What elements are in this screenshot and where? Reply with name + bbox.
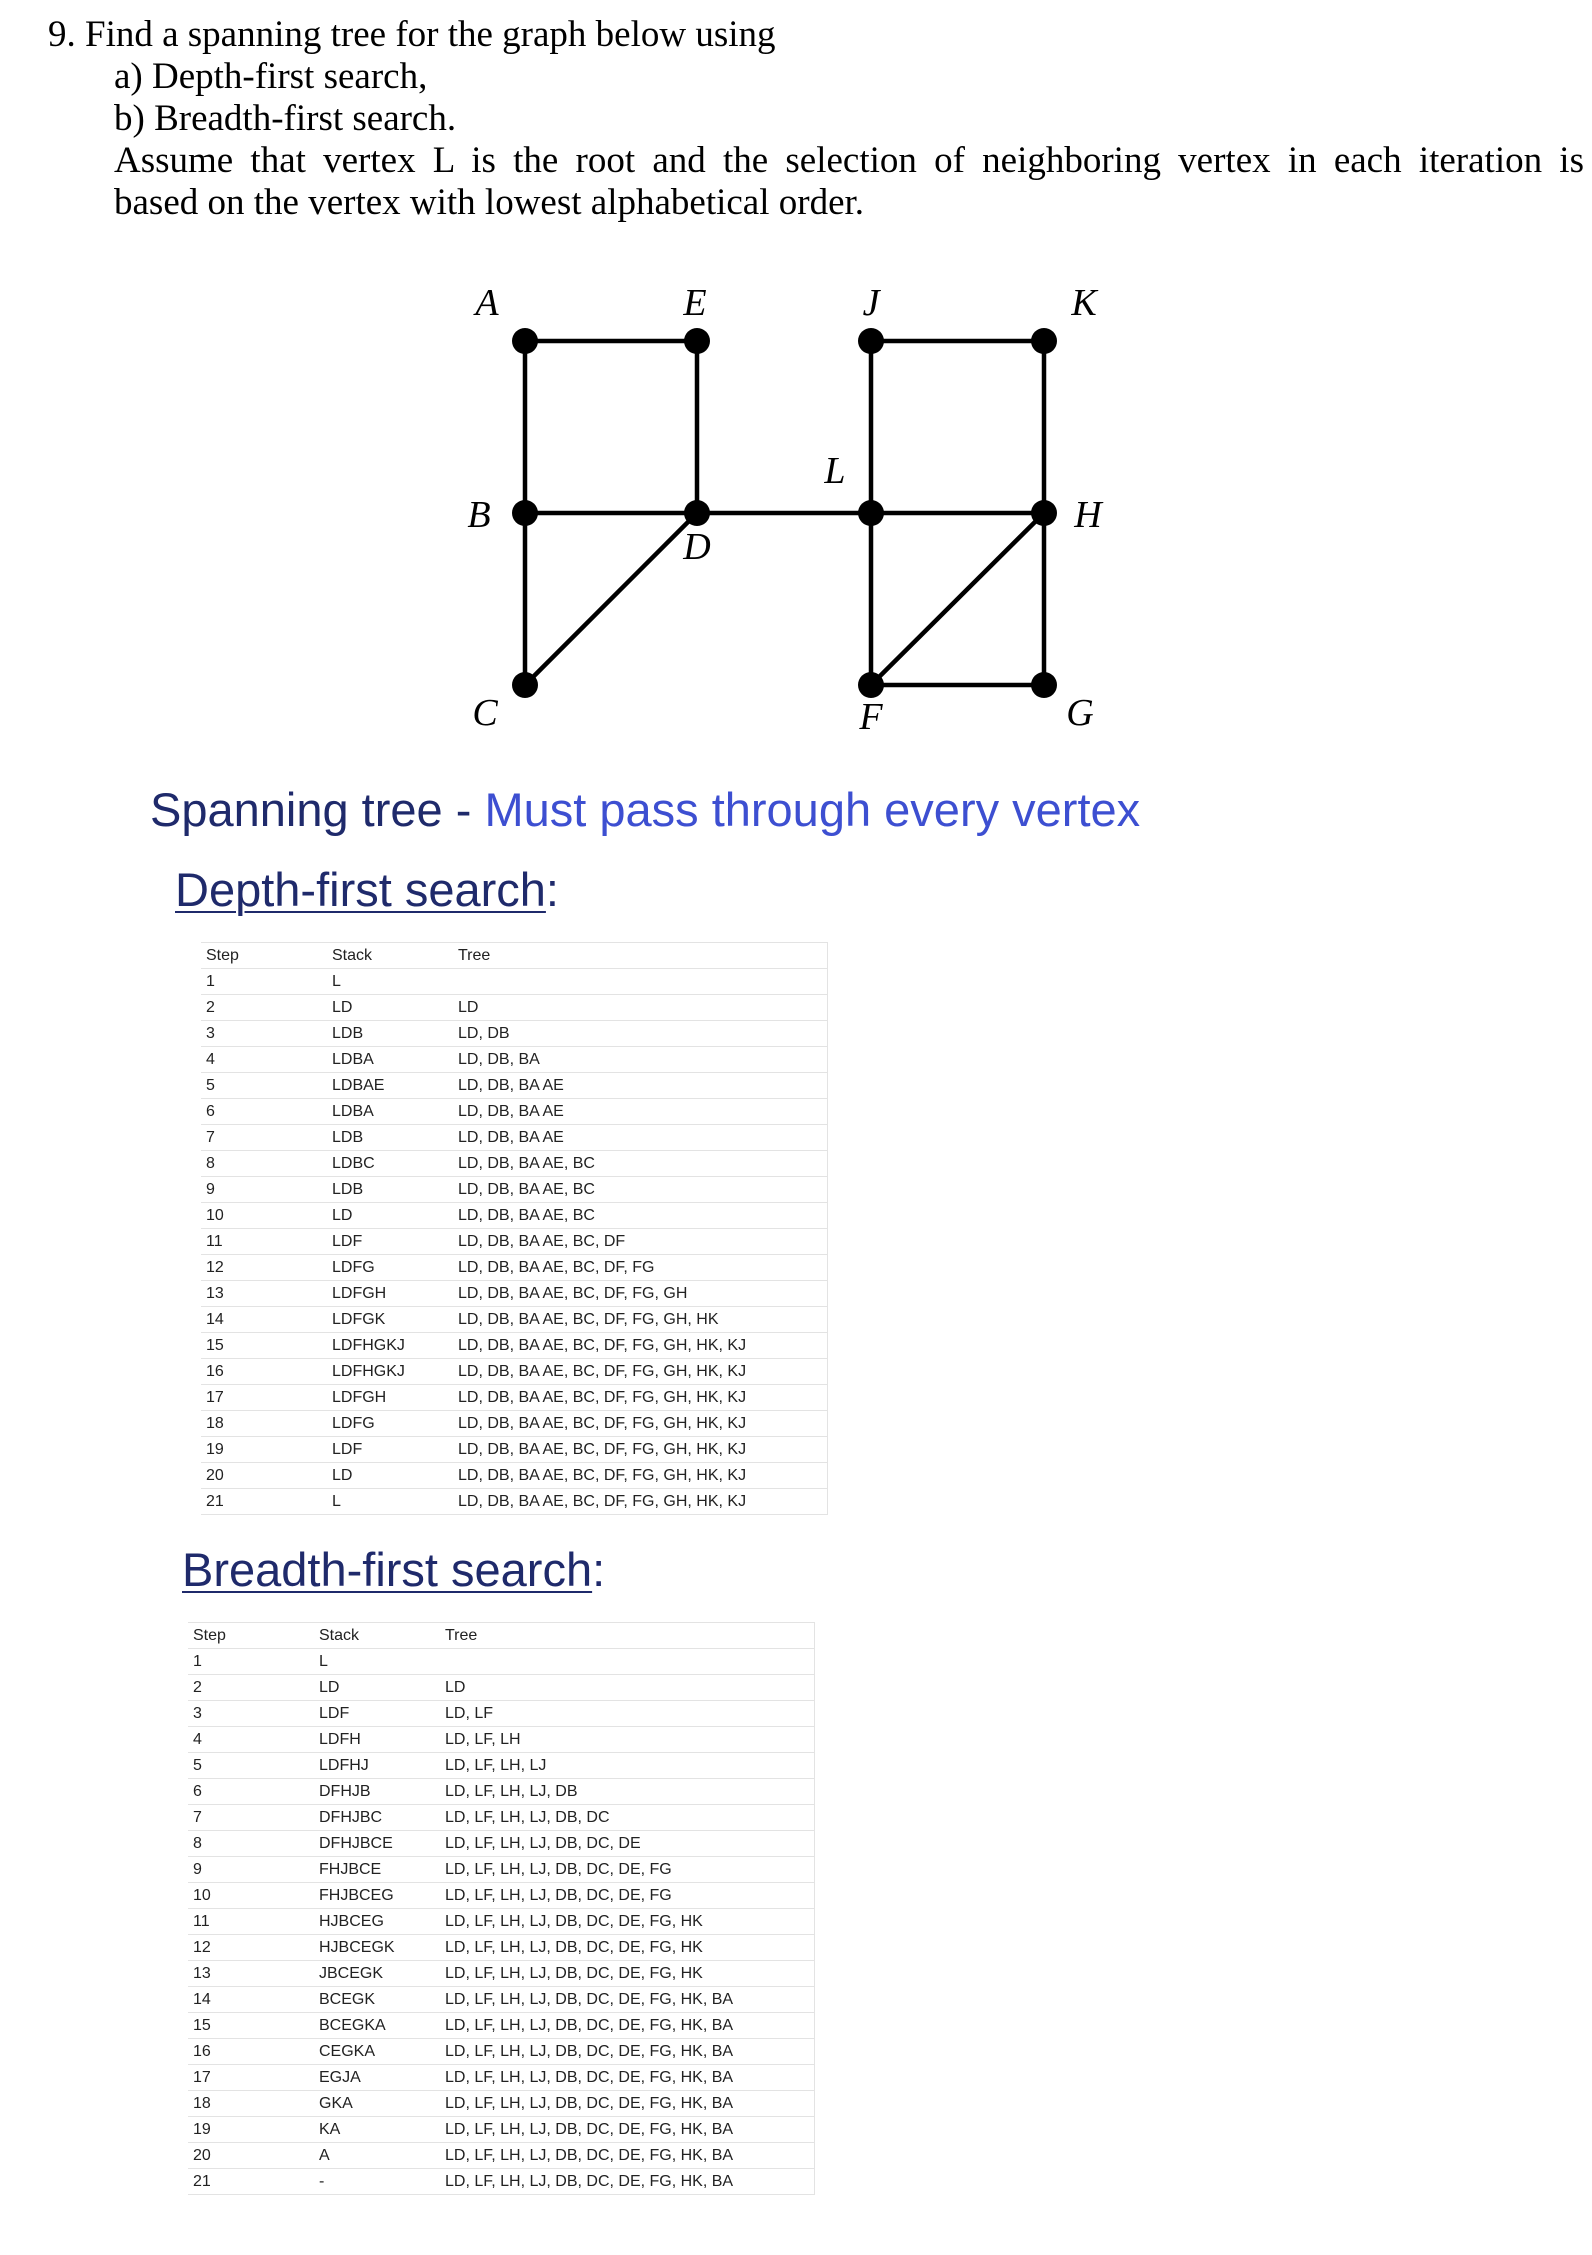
dfs-row	[201, 1359, 827, 1385]
dfs-cell-step: 9	[201, 1177, 327, 1203]
bfs-cell-tree: LD, LF, LH, LJ, DB	[440, 1779, 814, 1805]
dfs-row	[201, 1177, 827, 1203]
problem-assumption-line-2: based on the vertex with lowest alphabetical order.	[114, 182, 865, 223]
bfs-row	[188, 1805, 814, 1831]
bfs-row	[188, 1649, 814, 1675]
dfs-cell-step: 14	[201, 1307, 327, 1333]
bfs-row	[188, 1701, 814, 1727]
dfs-cell-stack: LDBA	[327, 1099, 453, 1125]
dfs-heading-colon: :	[545, 863, 559, 916]
dfs-cell-step: 11	[201, 1229, 327, 1255]
bfs-cell-step: 12	[188, 1935, 314, 1961]
bfs-row	[188, 1753, 814, 1779]
dfs-cell-step: 15	[201, 1333, 327, 1359]
dfs-cell-step: 3	[201, 1021, 327, 1047]
bfs-table	[188, 1622, 815, 2195]
bfs-cell-stack: EGJA	[314, 2065, 440, 2091]
graph-vertex-a	[512, 328, 538, 354]
dfs-cell-tree: LD, DB, BA AE, BC, DF, FG, GH, HK	[453, 1307, 827, 1333]
dfs-cell-step: 6	[201, 1099, 327, 1125]
bfs-cell-stack: LD	[314, 1675, 440, 1701]
bfs-cell-stack: DFHJBCE	[314, 1831, 440, 1857]
dfs-cell-tree: LD, DB, BA AE, BC, DF, FG, GH, HK, KJ	[453, 1463, 827, 1489]
bfs-row	[188, 2143, 814, 2169]
dfs-cell-stack: L	[327, 969, 453, 995]
bfs-cell-stack: KA	[314, 2117, 440, 2143]
dfs-row	[201, 969, 827, 995]
bfs-cell-tree: LD, LF, LH, LJ, DB, DC, DE, FG, HK, BA	[440, 1987, 814, 2013]
dfs-cell-tree: LD, DB, BA AE, BC, DF	[453, 1229, 827, 1255]
bfs-cell-tree: LD, LF	[440, 1701, 814, 1727]
bfs-cell-tree: LD, LF, LH, LJ, DB, DC, DE, FG, HK, BA	[440, 2039, 814, 2065]
dfs-cell-stack: LDFHGKJ	[327, 1333, 453, 1359]
bfs-cell-tree: LD, LF, LH	[440, 1727, 814, 1753]
dfs-cell-tree: LD, DB, BA AE, BC	[453, 1203, 827, 1229]
bfs-row	[188, 1675, 814, 1701]
dfs-cell-step: 7	[201, 1125, 327, 1151]
dfs-cell-tree: LD, DB, BA AE	[453, 1099, 827, 1125]
dfs-cell-tree: LD, DB, BA AE, BC	[453, 1177, 827, 1203]
problem-part-a: a) Depth-first search,	[114, 56, 428, 97]
bfs-cell-stack: LDFH	[314, 1727, 440, 1753]
bfs-row	[188, 1883, 814, 1909]
bfs-row	[188, 1857, 814, 1883]
dfs-cell-stack: LDFG	[327, 1255, 453, 1281]
dfs-cell-tree: LD	[453, 995, 827, 1021]
bfs-cell-stack: DFHJBC	[314, 1805, 440, 1831]
dfs-cell-stack: LDFHGKJ	[327, 1359, 453, 1385]
dfs-cell-tree: LD, DB, BA AE, BC, DF, FG, GH, HK, KJ	[453, 1411, 827, 1437]
bfs-cell-tree: LD, LF, LH, LJ, DB, DC, DE, FG, HK	[440, 1935, 814, 1961]
bfs-cell-stack: DFHJB	[314, 1779, 440, 1805]
bfs-row	[188, 2013, 814, 2039]
dfs-cell-step: 5	[201, 1073, 327, 1099]
graph-vertex-e	[684, 328, 710, 354]
dfs-cell-step: 19	[201, 1437, 327, 1463]
bfs-cell-stack: CEGKA	[314, 2039, 440, 2065]
dfs-cell-step: 10	[201, 1203, 327, 1229]
bfs-cell-step: 15	[188, 2013, 314, 2039]
problem-number: 9.	[48, 14, 76, 55]
dfs-cell-step: 16	[201, 1359, 327, 1385]
dfs-row	[201, 1463, 827, 1489]
graph-vertex-b	[512, 500, 538, 526]
bfs-row	[188, 1987, 814, 2013]
dfs-row	[201, 1437, 827, 1463]
bfs-cell-tree: LD, LF, LH, LJ, DB, DC, DE, FG, HK, BA	[440, 2091, 814, 2117]
dfs-row	[201, 1255, 827, 1281]
bfs-heading	[182, 1542, 605, 1597]
graph-edge-fh	[871, 513, 1044, 685]
dfs-cell-stack: LDBC	[327, 1151, 453, 1177]
bfs-cell-step: 6	[188, 1779, 314, 1805]
bfs-cell-step: 9	[188, 1857, 314, 1883]
bfs-cell-tree: LD, LF, LH, LJ, DB, DC	[440, 1805, 814, 1831]
bfs-cell-stack: HJBCEGK	[314, 1935, 440, 1961]
dfs-cell-stack: LDB	[327, 1125, 453, 1151]
bfs-cell-tree: LD, LF, LH, LJ, DB, DC, DE, FG, HK, BA	[440, 2117, 814, 2143]
vertex-label-a: A	[475, 282, 499, 324]
bfs-cell-step: 11	[188, 1909, 314, 1935]
dfs-row	[201, 1411, 827, 1437]
bfs-row	[188, 1935, 814, 1961]
dfs-cell-tree: LD, DB, BA AE	[453, 1073, 827, 1099]
dfs-row	[201, 1021, 827, 1047]
bfs-cell-tree	[440, 1649, 814, 1675]
dfs-cell-tree: LD, DB, BA	[453, 1047, 827, 1073]
vertex-label-c: C	[472, 692, 498, 734]
dfs-row	[201, 995, 827, 1021]
bfs-header-tree: Tree	[440, 1623, 814, 1649]
graph-vertex-k	[1031, 328, 1057, 354]
spanning-tree-heading	[150, 782, 1140, 837]
dfs-cell-step: 2	[201, 995, 327, 1021]
bfs-row	[188, 2091, 814, 2117]
dfs-row	[201, 1281, 827, 1307]
dfs-cell-tree	[453, 969, 827, 995]
dfs-cell-step: 12	[201, 1255, 327, 1281]
bfs-cell-step: 16	[188, 2039, 314, 2065]
bfs-cell-step: 3	[188, 1701, 314, 1727]
bfs-row	[188, 1961, 814, 1987]
graph-vertex-l	[858, 500, 884, 526]
dfs-heading	[175, 862, 559, 917]
bfs-cell-step: 21	[188, 2169, 314, 2195]
dfs-row	[201, 1333, 827, 1359]
vertex-label-f: F	[859, 696, 883, 738]
bfs-cell-stack: LDF	[314, 1701, 440, 1727]
dfs-cell-tree: LD, DB, BA AE	[453, 1125, 827, 1151]
vertex-label-d: D	[683, 526, 711, 568]
dfs-cell-stack: LDFGH	[327, 1385, 453, 1411]
bfs-row	[188, 2065, 814, 2091]
bfs-cell-tree: LD, LF, LH, LJ, DB, DC, DE, FG	[440, 1883, 814, 1909]
bfs-cell-tree: LD, LF, LH, LJ, DB, DC, DE, FG, HK, BA	[440, 2169, 814, 2195]
dfs-cell-stack: LDFG	[327, 1411, 453, 1437]
dfs-cell-stack: LDB	[327, 1177, 453, 1203]
bfs-heading-text: Breadth-first search	[182, 1543, 593, 1596]
dfs-cell-step: 13	[201, 1281, 327, 1307]
bfs-cell-step: 18	[188, 2091, 314, 2117]
dfs-cell-stack: LDFGK	[327, 1307, 453, 1333]
dfs-cell-tree: LD, DB	[453, 1021, 827, 1047]
bfs-cell-stack: BCEGK	[314, 1987, 440, 2013]
dfs-cell-step: 21	[201, 1489, 327, 1515]
bfs-row	[188, 1909, 814, 1935]
dfs-cell-stack: LD	[327, 995, 453, 1021]
dfs-cell-stack: LDF	[327, 1229, 453, 1255]
bfs-row	[188, 2169, 814, 2195]
graph-vertex-g	[1031, 672, 1057, 698]
bfs-cell-tree: LD, LF, LH, LJ, DB, DC, DE	[440, 1831, 814, 1857]
bfs-cell-stack: BCEGKA	[314, 2013, 440, 2039]
bfs-cell-stack: A	[314, 2143, 440, 2169]
dfs-cell-tree: LD, DB, BA AE, BC, DF, FG, GH, HK, KJ	[453, 1489, 827, 1515]
bfs-cell-tree: LD	[440, 1675, 814, 1701]
dfs-cell-stack: LD	[327, 1463, 453, 1489]
bfs-row	[188, 1727, 814, 1753]
bfs-cell-stack: JBCEGK	[314, 1961, 440, 1987]
bfs-cell-step: 17	[188, 2065, 314, 2091]
bfs-header-stack: Stack	[314, 1623, 440, 1649]
vertex-label-l: L	[824, 450, 846, 492]
dfs-header-row	[201, 943, 827, 969]
dfs-cell-step: 1	[201, 969, 327, 995]
bfs-cell-tree: LD, LF, LH, LJ, DB, DC, DE, FG, HK	[440, 1961, 814, 1987]
dfs-heading-text: Depth-first search	[175, 863, 546, 916]
dfs-cell-tree: LD, DB, BA AE, BC	[453, 1151, 827, 1177]
dfs-cell-tree: LD, DB, BA AE, BC, DF, FG, GH, HK, KJ	[453, 1333, 827, 1359]
bfs-header-step: Step	[188, 1623, 314, 1649]
bfs-cell-stack: GKA	[314, 2091, 440, 2117]
dfs-cell-stack: LD	[327, 1203, 453, 1229]
bfs-cell-step: 4	[188, 1727, 314, 1753]
bfs-cell-tree: LD, LF, LH, LJ, DB, DC, DE, FG, HK	[440, 1909, 814, 1935]
bfs-row	[188, 1831, 814, 1857]
bfs-cell-step: 14	[188, 1987, 314, 2013]
dfs-cell-step: 4	[201, 1047, 327, 1073]
dfs-row	[201, 1099, 827, 1125]
bfs-table-body	[188, 1623, 814, 2195]
bfs-row	[188, 2117, 814, 2143]
dfs-header-stack: Stack	[327, 943, 453, 969]
bfs-cell-step: 2	[188, 1675, 314, 1701]
vertex-label-k: K	[1071, 282, 1097, 324]
dfs-cell-stack: LDBAE	[327, 1073, 453, 1099]
dfs-row	[201, 1489, 827, 1515]
dfs-row	[201, 1125, 827, 1151]
dfs-row	[201, 1307, 827, 1333]
vertex-label-e: E	[683, 282, 707, 324]
dfs-table	[201, 942, 828, 1515]
dfs-cell-stack: LDF	[327, 1437, 453, 1463]
bfs-cell-step: 20	[188, 2143, 314, 2169]
bfs-cell-tree: LD, LF, LH, LJ, DB, DC, DE, FG, HK, BA	[440, 2143, 814, 2169]
dfs-row	[201, 1385, 827, 1411]
dfs-row	[201, 1151, 827, 1177]
bfs-cell-step: 1	[188, 1649, 314, 1675]
graph-vertex-labels	[467, 282, 1104, 738]
problem-intro: Find a spanning tree for the graph below using	[85, 14, 776, 55]
bfs-cell-stack: FHJBCEG	[314, 1883, 440, 1909]
graph-diagram	[0, 0, 1592, 760]
bfs-heading-colon: :	[592, 1543, 606, 1596]
dfs-cell-stack: L	[327, 1489, 453, 1515]
bfs-cell-step: 10	[188, 1883, 314, 1909]
bfs-cell-step: 5	[188, 1753, 314, 1779]
bfs-cell-stack: FHJBCE	[314, 1857, 440, 1883]
graph-vertex-c	[512, 672, 538, 698]
bfs-cell-tree: LD, LF, LH, LJ, DB, DC, DE, FG, HK, BA	[440, 2065, 814, 2091]
bfs-row	[188, 1779, 814, 1805]
bfs-cell-step: 19	[188, 2117, 314, 2143]
dfs-header-step: Step	[201, 943, 327, 969]
vertex-label-h: H	[1074, 494, 1102, 536]
dfs-cell-tree: LD, DB, BA AE, BC, DF, FG	[453, 1255, 827, 1281]
dfs-row	[201, 1203, 827, 1229]
graph-edge-cd	[525, 513, 697, 685]
graph-vertex-h	[1031, 500, 1057, 526]
dfs-header-tree: Tree	[453, 943, 827, 969]
bfs-row	[188, 2039, 814, 2065]
bfs-header-row	[188, 1623, 814, 1649]
dfs-cell-tree: LD, DB, BA AE, BC, DF, FG, GH, HK, KJ	[453, 1385, 827, 1411]
dfs-cell-tree: LD, DB, BA AE, BC, DF, FG, GH, HK, KJ	[453, 1359, 827, 1385]
dfs-cell-step: 18	[201, 1411, 327, 1437]
dfs-cell-step: 8	[201, 1151, 327, 1177]
bfs-cell-tree: LD, LF, LH, LJ, DB, DC, DE, FG, HK, BA	[440, 2013, 814, 2039]
dfs-row	[201, 1047, 827, 1073]
dfs-table-body	[201, 943, 827, 1515]
dfs-cell-stack: LDFGH	[327, 1281, 453, 1307]
dfs-cell-tree: LD, DB, BA AE, BC, DF, FG, GH	[453, 1281, 827, 1307]
spanning-tree-subtitle: Must pass through every vertex	[484, 783, 1141, 836]
dfs-cell-step: 20	[201, 1463, 327, 1489]
bfs-cell-stack: LDFHJ	[314, 1753, 440, 1779]
dfs-cell-stack: LDBA	[327, 1047, 453, 1073]
dfs-row	[201, 1229, 827, 1255]
problem-assumption-line-1: Assume that vertex L is the root and the selection of neighboring vertex in each iteration is	[114, 140, 1584, 181]
vertex-label-g: G	[1066, 692, 1094, 734]
dfs-cell-tree: LD, DB, BA AE, BC, DF, FG, GH, HK, KJ	[453, 1437, 827, 1463]
graph-vertex-f	[858, 672, 884, 698]
bfs-cell-step: 13	[188, 1961, 314, 1987]
graph-edges	[525, 341, 1044, 685]
vertex-label-j: J	[862, 282, 880, 324]
vertex-label-b: B	[467, 494, 491, 536]
bfs-cell-step: 8	[188, 1831, 314, 1857]
bfs-cell-step: 7	[188, 1805, 314, 1831]
bfs-cell-stack: L	[314, 1649, 440, 1675]
bfs-cell-tree: LD, LF, LH, LJ	[440, 1753, 814, 1779]
graph-vertex-j	[858, 328, 884, 354]
problem-part-b: b) Breadth-first search.	[114, 98, 457, 139]
spanning-tree-title: Spanning tree -	[150, 783, 472, 836]
bfs-cell-tree: LD, LF, LH, LJ, DB, DC, DE, FG	[440, 1857, 814, 1883]
bfs-cell-stack: HJBCEG	[314, 1909, 440, 1935]
dfs-cell-stack: LDB	[327, 1021, 453, 1047]
dfs-row	[201, 1073, 827, 1099]
graph-vertex-d	[684, 500, 710, 526]
dfs-cell-step: 17	[201, 1385, 327, 1411]
bfs-cell-stack: -	[314, 2169, 440, 2195]
